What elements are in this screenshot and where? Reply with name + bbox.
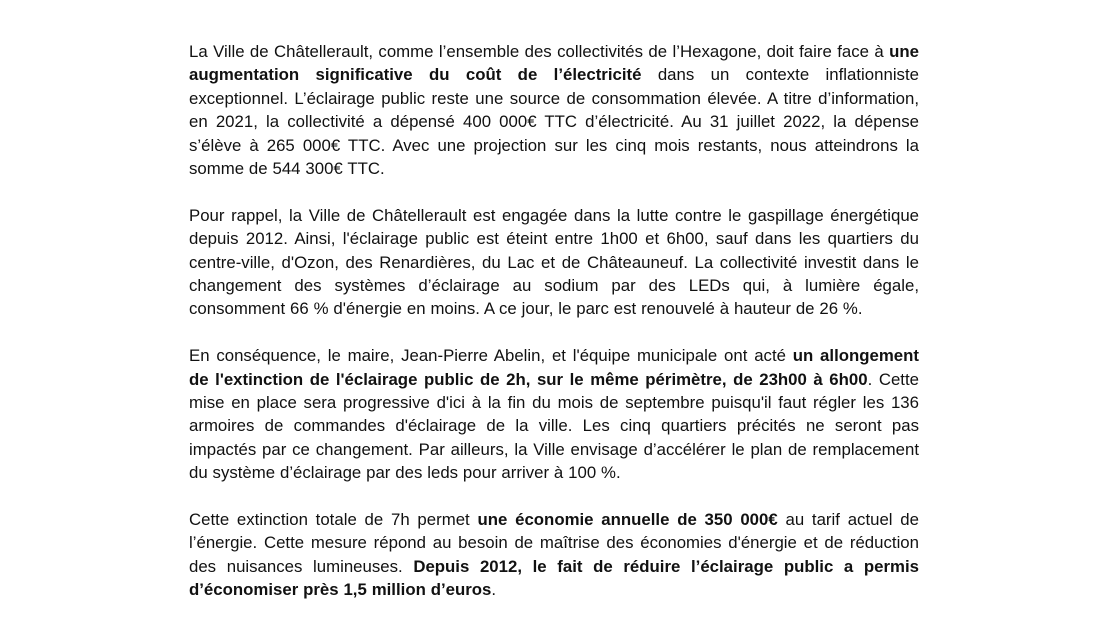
emphasis-text: une économie annuelle de 350 000€ — [477, 510, 778, 530]
body-text: . — [491, 580, 497, 600]
body-text: dans un contexte inflationniste exceptionnel. L’éclairage public reste une source de consommation élevée. A titre d’information, en 2021, la collectivité a dépensé 400 000€ TTC d’électricité. Au 31 juillet 2022, la dépense s’élève à 265 000€ TTC. Avec une projection sur les cinq mois restants, nous atteindrons la somme de 544 300€ TTC. — [189, 65, 919, 179]
body-text: Cette extinction totale de 7h permet — [189, 510, 478, 530]
body-text: Pour rappel, la Ville de Châtellerault est engagée dans la lutte contre le gaspillage énergétique depuis 2012. Ainsi, l'éclairage public est éteint entre 1h00 et 6h00, sauf dans les quartiers du centre-ville, d'Ozon, des Renardières, du Lac et de Châteauneuf. La collectivité investit dans le changement des systèmes d’éclairage au sodium par des LEDs qui, à lumière égale, consomment 66 % d'énergie en moins. A ce jour, le parc est renouvelé à hauteur de 26 %. — [189, 205, 919, 319]
body-text: En conséquence, le maire, Jean-Pierre Abelin, et l'équipe municipale ont acté — [189, 346, 793, 366]
emphasis-text: Depuis 2012, le fait de réduire l’éclairage public a permis d’économiser près 1,5 million d’euros — [189, 556, 919, 600]
emphasis-text: une augmentation significative du coût de l’électricité — [189, 42, 919, 85]
paragraph-2 — [189, 204, 919, 321]
body-text: au tarif actuel de l’énergie. Cette mesure répond au besoin de maîtrise des économies d'énergie et de réduction des nuisances lumineuses. — [189, 510, 919, 576]
paragraph-4 — [189, 508, 919, 602]
body-text: . Cette mise en place sera progressive d'ici à la fin du mois de septembre puisqu'il faut régler les 136 armoires de commandes d'éclairage de la ville. Les cinq quartiers précités ne seront pas impactés par ce changement. Par ailleurs, la Ville envisage d’accélérer le plan de remplacement du système d’éclairage par des leds pour arriver à 100 %. — [189, 369, 919, 483]
emphasis-text: un allongement de l'extinction de l'éclairage public de 2h, sur le même périmètre, de 23h00 à 6h00 — [189, 346, 920, 389]
document-text-body — [189, 40, 919, 602]
paragraph-3 — [189, 344, 919, 484]
body-text: La Ville de Châtellerault, comme l’ensemble des collectivités de l’Hexagone, doit faire face à — [189, 42, 890, 61]
paragraph-1 — [189, 40, 919, 180]
